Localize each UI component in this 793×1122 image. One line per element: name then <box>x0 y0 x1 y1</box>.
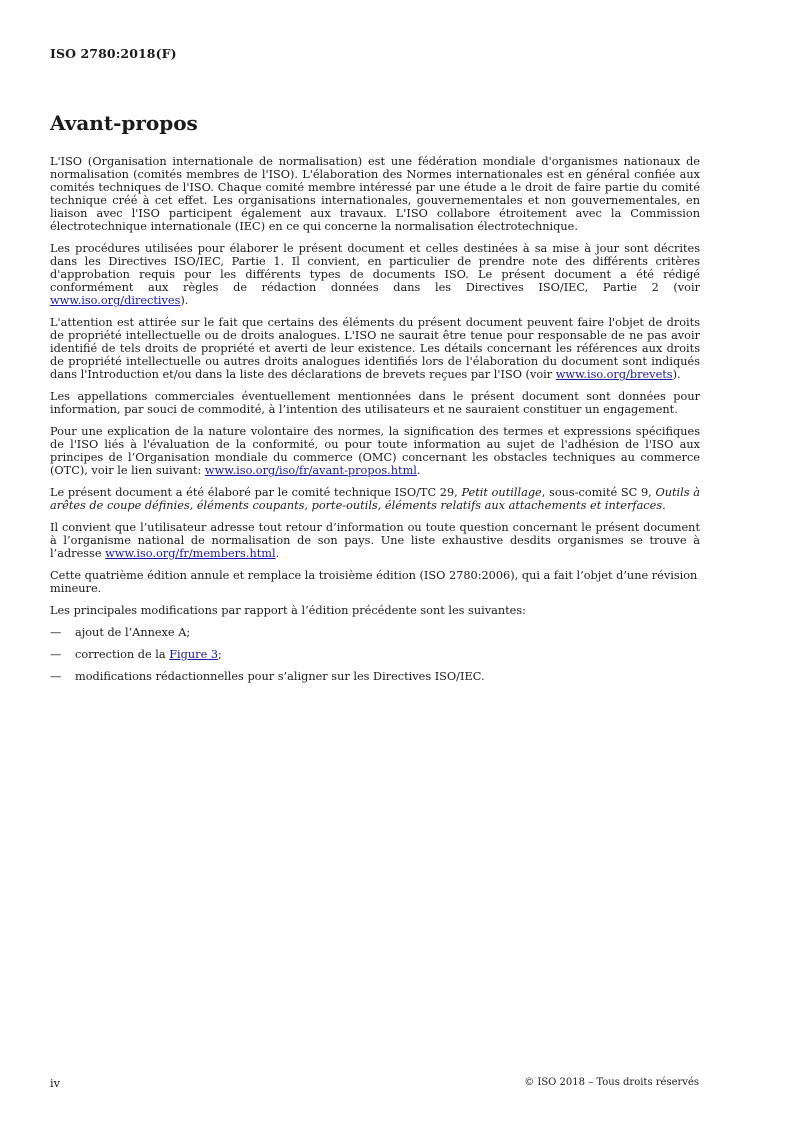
list-item: — correction de la Figure 3; <box>50 648 222 661</box>
dash-bullet: — <box>50 670 62 683</box>
copyright-notice: © ISO 2018 – Tous droits réservés <box>524 1077 699 1088</box>
foreword-body <box>50 155 700 692</box>
paragraph-patents: L'attention est attirée sur le fait que certains des éléments du présent document peuvent faire l'objet de droits de propriété intellectuelle ou de droits analogues. L'ISO ne saurait être tenue pour responsable de ne pas avoir identifié de tels droits de propriété et averti de leur existence. Les détails concernant les références aux droits de propriété intellectuelle ou autres droits analogues identifiés lors de l'élaboration du document sont indiqués dans l'Introduction et/ou dans la liste des déclarations de brevets reçues par l'ISO (voir www.iso.org/brevets). <box>50 316 700 381</box>
paragraph-trade-names: Les appellations commerciales éventuellement mentionnées dans le présent document sont données pour information, par souci de commodité, à l’intention des utilisateurs et ne sauraient constituer un engagement. <box>50 390 700 416</box>
paragraph-iso-intro: L'ISO (Organisation internationale de normalisation) est une fédération mondiale d'organismes nationaux de normalisation (comités membres de l'ISO). L'élaboration des Normes internationales est en général confiée aux comités techniques de l'ISO. Chaque comité membre intéressé par une étude a le droit de faire partie du comité technique créé à cet effet. Les organisations internationales, gouvernementales et non gouvernementales, en liaison avec l'ISO participent également aux travaux. L'ISO collabore étroitement avec la Commission électrotechnique internationale (IEC) en ce qui concerne la normalisation électrotechnique. <box>50 155 700 233</box>
document-code: ISO 2780:2018(F) <box>50 46 177 61</box>
paragraph-voluntary-nature: Pour une explication de la nature volontaire des normes, la signification des termes et expressions spécifiques de l'ISO liés à l'évaluation de la conformité, ou pour toute information au sujet de l'adhésion de l'ISO aux principes de l’Organisation mondiale du commerce (OMC) concernant les obstacles techniques au commerce (OTC), voir le lien suivant: www.iso.org/iso/fr/avant-propos.html. <box>50 425 700 477</box>
page-title: Avant-propos <box>50 111 198 135</box>
link-brevets[interactable]: www.iso.org/brevets <box>555 368 673 381</box>
paragraph-feedback: Il convient que l’utilisateur adresse tout retour d’information ou toute question concernant le présent document à l’organisme national de normalisation de son pays. Une liste exhaustive desdits organismes se trouve à l’adresse www.iso.org/fr/members.html. <box>50 521 700 560</box>
link-figure-3[interactable]: Figure 3 <box>169 648 219 661</box>
link-directives[interactable]: www.iso.org/directives <box>50 294 181 307</box>
paragraph-procedures: Les procédures utilisées pour élaborer le présent document et celles destinées à sa mise à jour sont décrites dans les Directives ISO/IEC, Partie 1. Il convient, en particulier de prendre note des différents critères d'approbation requis pour les différents types de documents ISO. Le présent document a été rédigé conformément aux règles de rédaction données dans les Directives ISO/IEC, Partie 2 (voir www.iso.org/directives). <box>50 242 700 307</box>
list-item: — modifications rédactionnelles pour s’aligner sur les Directives ISO/IEC. <box>50 670 485 683</box>
paragraph-edition: Cette quatrième édition annule et remplace la troisième édition (ISO 2780:2006), qui a fait l’objet d’une révision mineure. <box>50 569 698 595</box>
page-number: iv <box>50 1077 60 1090</box>
dash-bullet: — <box>50 626 62 639</box>
paragraph-changes-intro: Les principales modifications par rapport à l’édition précédente sont les suivantes: <box>50 604 526 617</box>
link-members[interactable]: www.iso.org/fr/members.html <box>105 547 276 560</box>
list-item: — ajout de l’Annexe A; <box>50 626 191 639</box>
dash-bullet: — <box>50 648 62 661</box>
paragraph-committee: Le présent document a été élaboré par le comité technique ISO/TC 29, Petit outillage, sous-comité SC 9, Outils à arêtes de coupe définies, éléments coupants, porte-outils, éléments relatifs aux attachements et interfaces. <box>50 486 700 512</box>
link-avant-propos[interactable]: www.iso.org/iso/fr/avant-propos.html <box>204 464 417 477</box>
